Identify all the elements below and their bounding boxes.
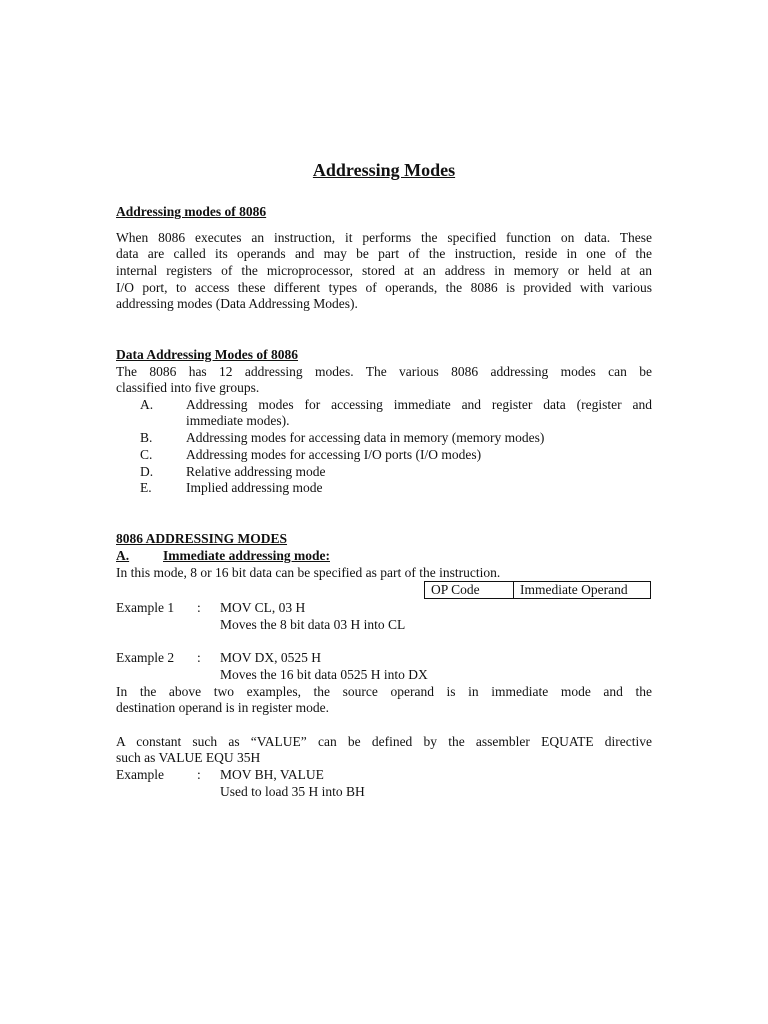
list-item <box>0 464 768 480</box>
subsection-letter: A. <box>116 548 130 563</box>
paragraph-line: In this mode, 8 or 16 bit data can be specified as part of the instruction. <box>116 565 501 580</box>
example-description: Moves the 8 bit data 03 H into CL <box>220 617 406 632</box>
example-label: Example 1 <box>116 600 175 615</box>
instruction-format-table <box>424 581 651 599</box>
list-item-continuation: immediate modes). <box>186 413 290 428</box>
subsection-title: Immediate addressing mode: <box>163 548 330 563</box>
paragraph-line: The 8086 has 12 addressing modes. The various 8086 addressing modes can be <box>116 364 652 379</box>
paragraph-line: data are called its operands and may be part of the instruction, reside in one of the <box>116 246 652 261</box>
example-colon: : <box>197 600 201 615</box>
example-code: MOV DX, 0525 H <box>220 650 322 665</box>
example-row <box>0 767 768 783</box>
list-item-text: Addressing modes for accessing data in memory (memory modes) <box>186 430 545 445</box>
paragraph-line: such as VALUE EQU 35H <box>116 750 261 765</box>
list-item <box>0 397 768 413</box>
list-item-letter: D. <box>140 464 154 479</box>
page-title: Addressing Modes <box>312 160 456 180</box>
example-code: MOV BH, VALUE <box>220 767 324 782</box>
paragraph-line: A constant such as “VALUE” can be defined by the assembler EQUATE directive <box>116 734 652 749</box>
list-item-letter: E. <box>140 480 152 495</box>
section-heading-addressing-modes-8086: Addressing modes of 8086 <box>116 204 267 219</box>
example-row <box>0 600 768 616</box>
paragraph-line: internal registers of the microprocessor, stored at an address in memory or held at an <box>116 263 652 278</box>
list-item-text: Addressing modes for accessing I/O ports (I/O modes) <box>186 447 482 462</box>
list-item <box>0 447 768 463</box>
list-item-letter: A. <box>140 397 154 412</box>
list-item <box>0 430 768 446</box>
paragraph-line: In the above two examples, the source operand is in immediate mode and the <box>116 684 652 699</box>
example-colon: : <box>197 767 201 782</box>
list-item-letter: C. <box>140 447 153 462</box>
subsection-heading <box>0 548 768 564</box>
example-label: Example 2 <box>116 650 175 665</box>
example-description: Moves the 16 bit data 0525 H into DX <box>220 667 428 682</box>
example-row <box>0 650 768 666</box>
immediate-operand-cell: Immediate Operand <box>514 582 651 599</box>
list-item-text: Addressing modes for accessing immediate and register data (register and <box>186 397 652 412</box>
section-heading-8086-addressing-modes: 8086 ADDRESSING MODES <box>116 531 288 546</box>
section-heading-data-addressing-modes: Data Addressing Modes of 8086 <box>116 347 299 362</box>
example-colon: : <box>197 650 201 665</box>
list-item <box>0 480 768 496</box>
paragraph-line: classified into five groups. <box>116 380 260 395</box>
paragraph-line: addressing modes (Data Addressing Modes). <box>116 296 358 311</box>
example-label: Example <box>116 767 164 782</box>
list-item-text: Implied addressing mode <box>186 480 323 495</box>
paragraph-line: destination operand is in register mode. <box>116 700 329 715</box>
opcode-cell: OP Code <box>425 582 514 599</box>
list-item-letter: B. <box>140 430 153 445</box>
example-code: MOV CL, 03 H <box>220 600 306 615</box>
list-item-text: Relative addressing mode <box>186 464 326 479</box>
example-description: Used to load 35 H into BH <box>220 784 365 799</box>
paragraph-line: When 8086 executes an instruction, it performs the specified function on data. These <box>116 230 652 245</box>
paragraph-line: I/O port, to access these different types of operands, the 8086 is provided with various <box>116 280 652 295</box>
